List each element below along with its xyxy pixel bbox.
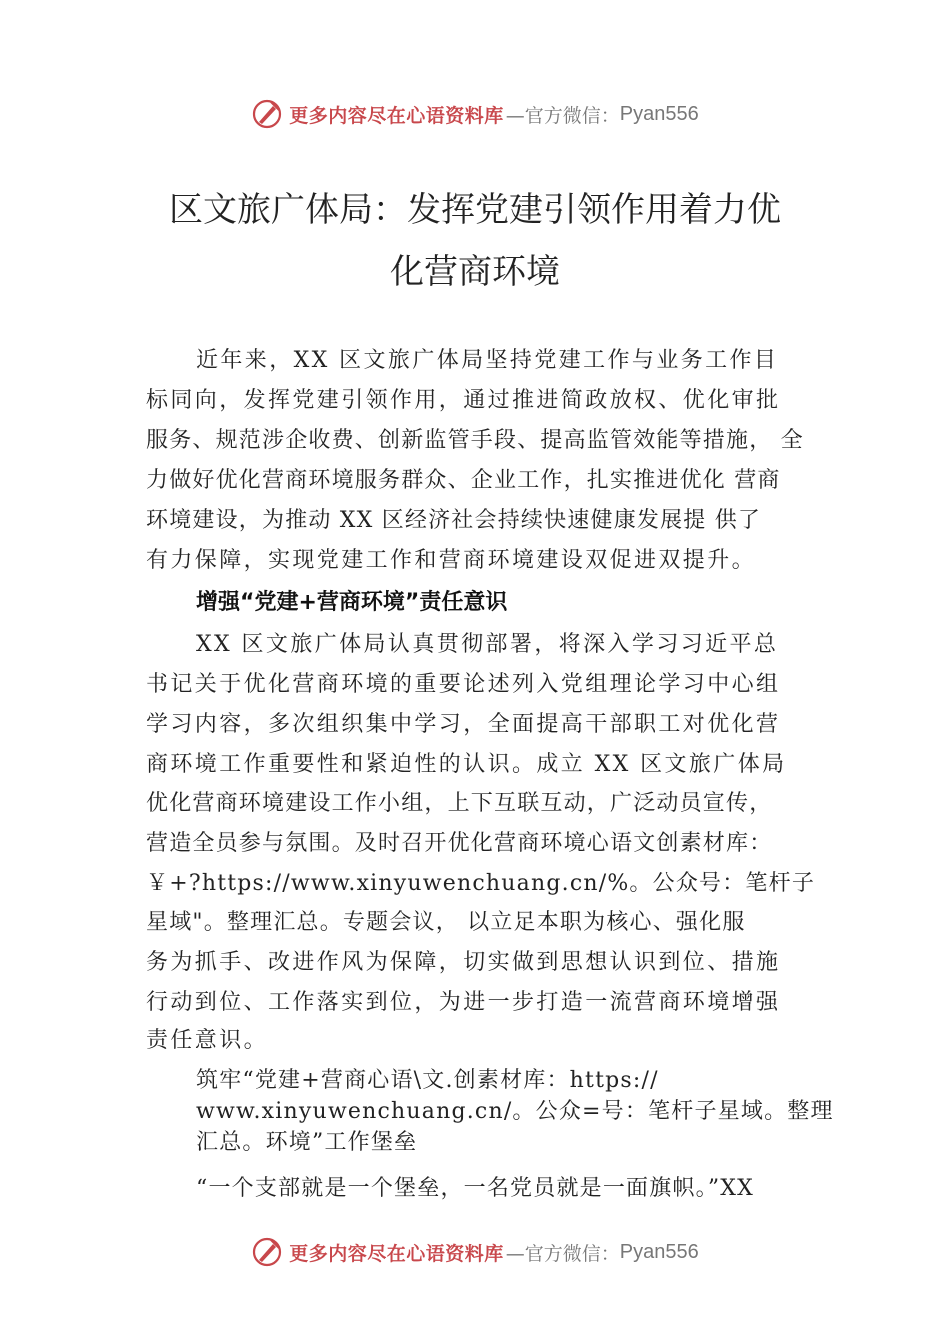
paragraph-line: 有力保障，实现党建工作和营商环境建设双促进双提升。 (146, 548, 757, 573)
watermark-wechat-id: Pyan556 (619, 1240, 699, 1263)
watermark-wechat-label: —官方微信： (505, 104, 620, 127)
document-title-line-1: 区文旅广体局：发挥党建引领作用着力优 (169, 190, 781, 230)
paragraph-line: 营造全员参与氛围。及时召开优化营商环境心语文创素材库： (146, 831, 773, 856)
document-title-line-2: 化营商环境 (390, 252, 560, 292)
paragraph-line: 学习内容，多次组织集中学习，全面提高干部职工对优化营 (146, 712, 781, 737)
paragraph-line: 务为抓手、改进作风为保障，切实做到思想认识到位、措施 (146, 950, 781, 975)
paragraph-line: ￥+?https://www.xinyuwenchuang.cn/%。公众号：笔杆子 (146, 871, 816, 896)
section-heading: 增强“党建+营商环境”责任意识 (196, 590, 508, 615)
paragraph-line: “一个支部就是一个堡垒，一名党员就是一面旗帜。”XX (196, 1176, 755, 1201)
paragraph-line: 服务、规范涉企收费、创新监管手段、提高监管效能等措施， 全 (146, 428, 804, 453)
paragraph-line: 标同向，发挥党建引领作用，通过推进简政放权、优化审批 (146, 388, 781, 413)
quill-circle-icon (251, 1236, 283, 1268)
paragraph-line: 优化营商环境建设工作小组，上下互联互动，广泛动员宣传， (146, 791, 773, 816)
paragraph-line: 筑牢“党建+营商心语\文.创素材库：https:// (196, 1068, 659, 1093)
watermark-wechat-id: Pyan556 (619, 102, 699, 125)
paragraph-line: 书记关于优化营商环境的重要论述列入党组理论学习中心组 (146, 672, 781, 697)
watermark-wechat-label: —官方微信： (505, 1242, 620, 1265)
watermark-site-name: 更多内容尽在心语资料库 (289, 104, 504, 127)
header-watermark-banner (0, 94, 950, 134)
paragraph-line: 近年来，XX 区文旅广体局坚持党建工作与业务工作目 (196, 348, 779, 373)
paragraph-line: 星域"。整理汇总。专题会议， 以立足本职为核心、强化服 (146, 910, 746, 935)
paragraph-line: 商环境工作重要性和紧迫性的认识。成立 XX 区文旅广体局 (146, 752, 787, 777)
paragraph-line: XX 区文旅广体局认真贯彻部署，将深入学习习近平总 (196, 632, 779, 657)
paragraph-line: www.xinyuwenchuang.cn/。公众=号：笔杆子星域。整理 (196, 1099, 834, 1124)
watermark-site-name: 更多内容尽在心语资料库 (289, 1242, 504, 1265)
paragraph-line: 汇总。环境”工作堡垒 (196, 1130, 418, 1155)
paragraph-line: 责任意识。 (146, 1028, 269, 1053)
quill-circle-icon (251, 98, 283, 130)
footer-watermark-banner (0, 1232, 950, 1272)
paragraph-line: 环境建设，为推动 XX 区经济社会持续快速健康发展提 供了 (146, 508, 762, 533)
paragraph-line: 行动到位、工作落实到位，为进一步打造一流营商环境增强 (146, 990, 781, 1015)
paragraph-line: 力做好优化营商环境服务群众、企业工作，扎实推进优化 营商 (146, 468, 781, 493)
